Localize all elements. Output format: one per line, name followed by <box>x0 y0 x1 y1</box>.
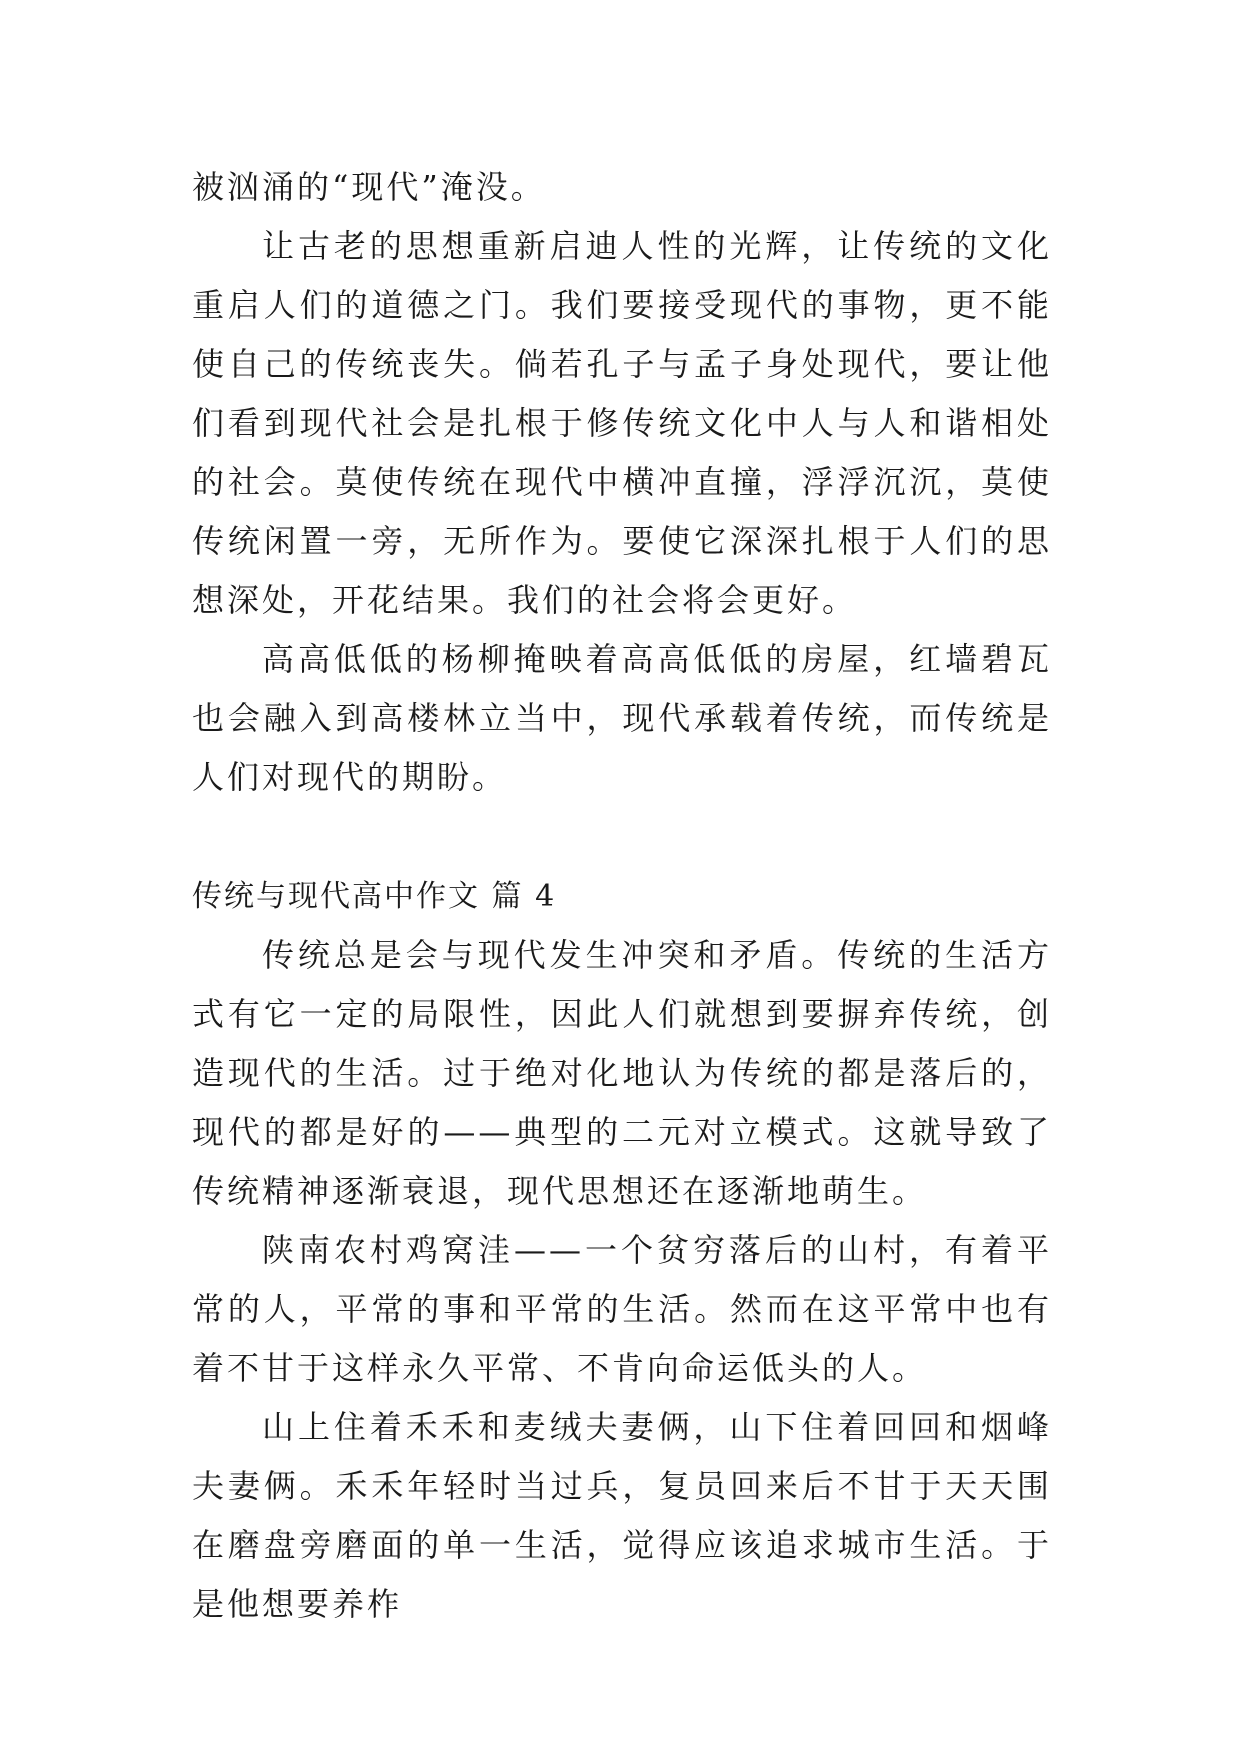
paragraph-village: 陕南农村鸡窝洼——一个贫穷落后的山村，有着平常的人，平常的事和平常的生活。然而在这平常中也有着不甘于这样永久平常、不肯向命运低头的人。 <box>192 1231 1052 1387</box>
section-heading: 传统与现代高中作文 篇 4 <box>192 879 557 914</box>
document-body <box>192 158 1052 1634</box>
paragraph-couples: 山上住着禾禾和麦绒夫妻俩，山下住着回回和烟峰夫妻俩。禾禾年轻时当过兵，复员回来后不甘于天天围在磨盘旁磨面的单一生活，觉得应该追求城市生活。于是他想要养柞 <box>192 1408 1052 1623</box>
paragraph-ancient-thought: 让古老的思想重新启迪人性的光辉，让传统的文化重启人们的道德之门。我们要接受现代的事物，更不能使自己的传统丧失。倘若孔子与孟子身处现代，要让他们看到现代社会是扎根于修传统文化中人与人和谐相处的社会。莫使传统在现代中横冲直撞，浮浮沉沉，莫使传统闲置一旁，无所作为。要使它深深扎根于人们的思想深处，开花结果。我们的社会将会更好。 <box>192 227 1052 619</box>
paragraph-continuation: 被汹涌的“现代”淹没。 <box>192 168 546 206</box>
section-spacer <box>192 807 1052 867</box>
paragraph-conflict: 传统总是会与现代发生冲突和矛盾。传统的生活方式有它一定的局限性，因此人们就想到要摒弃传统，创造现代的生活。过于绝对化地认为传统的都是落后的，现代的都是好的——典型的二元对立模式。这就导致了传统精神逐渐衰退，现代思想还在逐渐地萌生。 <box>192 936 1052 1210</box>
paragraph-willows-houses: 高高低低的杨柳掩映着高高低低的房屋，红墙碧瓦也会融入到高楼林立当中，现代承载着传统，而传统是人们对现代的期盼。 <box>192 640 1052 796</box>
